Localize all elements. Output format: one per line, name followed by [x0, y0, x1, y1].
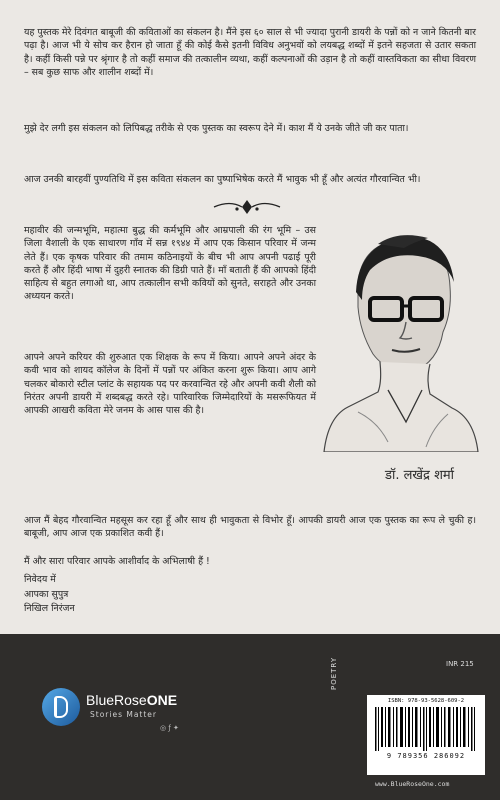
publisher-logo — [42, 688, 202, 736]
signature-line-3: निखिल निरंजन — [24, 603, 75, 614]
anniversary-paragraph: आज उनकी बारहवीं पुण्यतिथि में इस कविता संकलन का पुष्पाभिषेक करते मैं भावुक भी हूँ और अत्यंत गौरवान्वित भी। — [24, 174, 421, 185]
price-label: INR 215 — [446, 660, 474, 668]
genre-label: POETRY — [330, 656, 338, 690]
publisher-logo-icon — [42, 688, 80, 726]
author-portrait — [318, 222, 482, 452]
publisher-name: BlueRoseONE — [86, 692, 178, 708]
intro-paragraph: यह पुस्तक मेरे दिवंगत बाबूजी की कविताओं का संकलन है। मैंने इस ६० साल से भी ज्यादा पुरानी डायरी के पन्नों को न जाने कितनी बार पढ़ा है। आज भी ये सोच कर हैरान हो जाता हूँ की कोई कैसे इतनी विविध अनुभवों को लयबद्ध शब्दों में इतने सहजता से उतार सकता है। कहीं किसी पन्ने पर श्रृंगार है तो कहीं समाज की तत्कालीन व्यथा, कहीं कल्पनाओं की उड़ान है तो कहीं वास्तविकता का सीधा विवरण – सब कुछ साफ और शालीन शब्दों में। — [24, 27, 476, 78]
signature-line-2: आपका सुपुत्र — [24, 588, 69, 600]
bio-paragraph-1: महावीर की जन्मभूमि, महात्मा बुद्ध की कर्मभूमि और आम्रपाली की रंग भूमि – उस जिला वैशाली के एक साधारण गाँव में सन्न १९४४ में आप एक किसान परिवार में जन्म लेते हैं। एक कृषक परिवार की तमाम कठिनाइयों के बीच भी आप अपनी पढाई पूरी करते हैं और हिंदी भाषा में दुहरी स्नातक की डिग्री पाते हैं। माँ बताती हैं की आपको हिंदी साहित्य से बहुत लगाओ था, आप तत्कालीन सभी कवियों को सुनते, सराहते और उनका अध्ययन करते। — [24, 225, 317, 303]
barcode-number: 9 789356 286092 — [386, 752, 466, 760]
isbn-text: ISBN: 978-93-5628-609-2 — [387, 698, 465, 704]
publisher-website: www.BlueRoseOne.com — [375, 780, 450, 788]
signature-block — [24, 573, 75, 617]
author-name-caption: डॉ. लखेंद्र शर्मा — [385, 468, 455, 483]
signature-line-1: निवेदय में — [24, 574, 56, 585]
regret-paragraph: मुझे देर लगी इस संकलन को लिपिबद्ध तरीके से एक पुस्तक का स्वरूप देने में। काश मैं ये उनके जीते जी कर पाता। — [24, 123, 409, 134]
barcode-icon — [375, 707, 477, 751]
instagram-icon: ◎ — [160, 724, 167, 732]
ornament-divider-icon — [212, 198, 282, 216]
twitter-icon: ✦ — [173, 724, 179, 732]
bio-paragraph-2: आपने अपने करियर की शुरुआत एक शिक्षक के रूप में किया। आपने अपने अंदर के कवी भाव को शायद कॉलेज के दिनों में पन्नों पर अंकित करना शुरू किया। आप आगे चलकर बोकारो स्टील प्लांट के सहायक पद पर करवान्वित रहे और अपनी कवी शैली को निरंतर अपनी डायरी में शब्दबद्ध करते रहे। पारिवारिक जिम्मेदारियों के मसरूफियत में आपकी आखरी कविता मेरे जनम के आस पास की है। — [24, 352, 316, 417]
blessing-paragraph: मैं और सारा परिवार आपके आशीर्वाद के अभिलाषी हैं ! — [24, 556, 210, 567]
publisher-tagline: Stories Matter — [90, 710, 158, 719]
pride-paragraph: आज मैं बेहद गौरवान्वित महसूस कर रहा हूँ और साथ ही भावुकता से विभोर हूँ। आपकी डायरी आज एक पुस्तक का रूप ले चुकी ह। बाबूजी, आप आज एक प्रकाशित कवी हैं। — [24, 515, 476, 540]
social-icons — [160, 724, 179, 732]
barcode-box — [367, 695, 485, 775]
facebook-icon: ƒ — [168, 724, 171, 732]
